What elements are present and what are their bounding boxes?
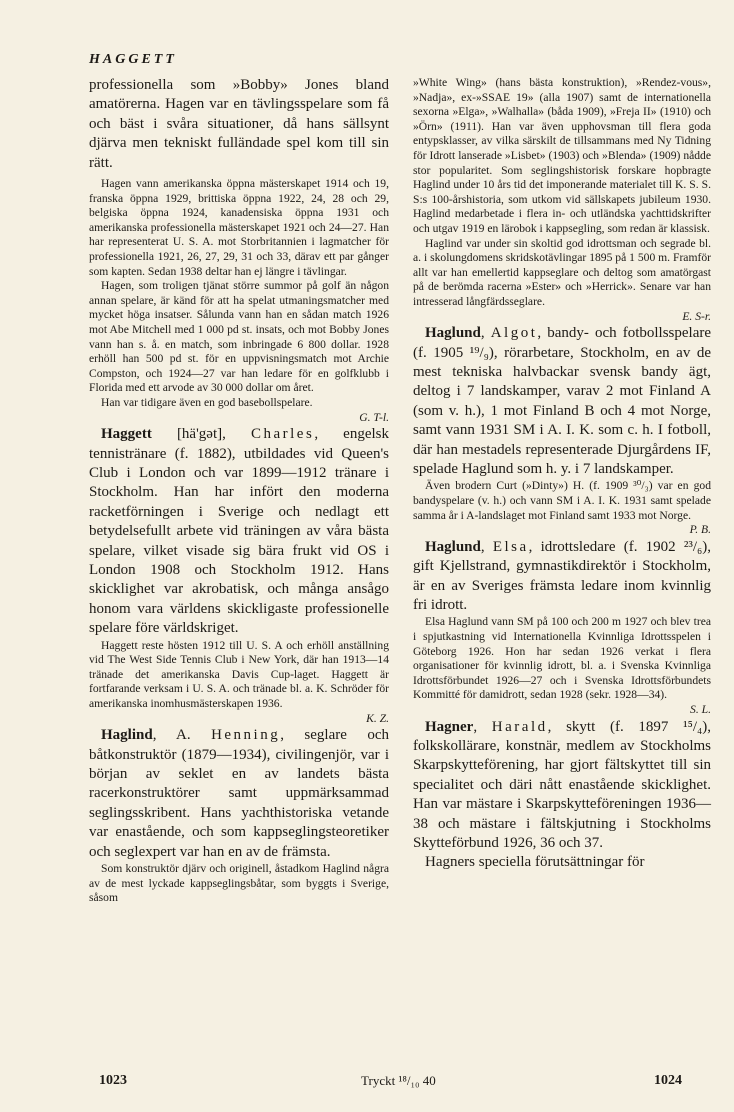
entry-haglund-algot: Haglund, Algot, bandy- och fotbollsspelare (f. 1905 ¹⁹/₉), rörarbetare, Stockholm, en av de mest tekniska halvbackar svensk bandy ägt, deltog i 7 landskamper, varav 2 mot Finland A (som v. h.), 1 mot Finland B och 4 mot Norge, samt vann 1931 SM i A. I. K. som c. h. I fotboll, där han mestadels representerade Djurgårdens IF, spelade Haglund som h. y. i 7 landskamper. xyxy=(413,325,712,477)
entry-haglund-elsa: Haglund, Elsa, idrottsledare (f. 1902 ²³/₆), gift Kjellstrand, gymnastikdirektör i Stockholm, är en av Sveriges främsta ledare inom kvinnlig fri idrott. xyxy=(413,538,711,613)
entry-given-name: Harald xyxy=(491,718,548,735)
entry-headword: Haglund xyxy=(425,538,481,555)
entry-headword: Haglund xyxy=(425,325,481,342)
entry-headword: Hagner xyxy=(425,718,474,735)
author-signature: P. B. xyxy=(689,523,711,537)
author-signature: S. L. xyxy=(690,702,711,716)
entry-text: , skytt (f. 1897 ¹⁵/₄), folkskollärare, konstnär, medlem av Stockholms Skarpskytteförening, har gjort fältskyttet till sin specialitet och däri nått enastående skicklighet. Han var mästare i Skarpskytteföreningen 1936—38 och mästare i fältskjutning i Stockholms Skytteförbund 1926, 36 och 37. xyxy=(413,718,712,851)
paragraph: Haglind var under sin skoltid god idrottsman och segrade bl. a. i skolungdomens skridskotävlingar 1895 på 1 500 m. Framför allt var han emellertid kappseglare och deltog som amatörgast på de berömda racerna »Ester» och »Herrick». Senare var han intresserad långfärdsseglare. xyxy=(413,236,711,308)
left-column xyxy=(89,76,389,906)
entry-text: , seglare och båtkonstruktör (1879—1934), civilingenjör, var i början av seklet en av landets bästa racerkonstruktörer samt uppmärksammad seglingsskribent. Hans yachthistoriska vetande var enastående, och som kappseglingsteoretiker och seglexpert var han en av de främsta. xyxy=(89,727,389,860)
author-signature: G. T-l. xyxy=(359,410,389,424)
author-signature: K. Z. xyxy=(366,711,389,725)
entry-haggett xyxy=(89,425,389,638)
entry-headword: Haglind xyxy=(101,727,153,744)
paragraph: Hagen, som troligen tjänat större summor på golf än någon annan spelare, är känd för att ha spelat utmaningsmatcher med mycket höga insatser. Sålunda vann han en sådan match 1926 mot Abe Mitchell med 1 000 pd st. insats, och mot Bobby Jones vann han s. å. en match, som inbringade 6 800 dollar. 1928 erhöll han 500 pd st. för en uppvisningsmatch mot Archie Compston, och 1924—27 var han ledare för en golfklubb i Florida med ett arvode av 30 000 dollar om året. xyxy=(89,279,389,395)
entry-prefix: , A. xyxy=(152,727,212,744)
paragraph: Hagen vann amerikanska öppna mästerskapet 1914 och 19, franska öppna 1929, brittiska öppna 1922, 24, 28 och 29, belgiska öppna 1924, kanadensiska öppna 1931 och amerikanska professionella mästerskapet 1921 och 24—27. Han har representerat U. S. A. mot Storbritannien i lagmatcher för professionella 1921, 26, 27, 29, 31 och 33, därav ett par gånger som kapten. Sedan 1938 deltar han ej längre i tävlingar. xyxy=(89,177,389,278)
paragraph: Elsa Haglund vann SM på 100 och 200 m 1927 och blev trea i spjutkastning vid Internationella Kvinnliga Idrottsspelen i Göteborg 1926. Hon har sedan 1926 verkat i flera organisationer för kvinnlig idrott, bl. a. i Svenska Kvinnliga Idrottsförbundet 1926—27 och i Svenska Idrottsförbundets Kommitté för damidrott, sedan 1928 (sekr. 1928—34). xyxy=(413,615,711,702)
paragraph: Hagners speciella förutsättningar för xyxy=(425,854,645,871)
paragraph: Han var tidigare även en god basebollspelare. xyxy=(101,395,313,409)
running-head: HAGGETT xyxy=(89,52,177,67)
entry-text: , bandy- och fotbollsspelare (f. 1905 ¹⁹/₉), rörarbetare, Stockholm, en av de mest tekniska halvbackar svensk bandy ägt, deltog i 7 landskamper, varav 2 mot Finland A (som v. h.), 1 mot Finland B och 4 mot Norge, samt vann 1931 SM i A. I. K. som c. h. I fotboll, där han mestadels representerade Djurgårdens IF, spelade Haglund som h. y. i 7 landskamper. xyxy=(413,325,712,477)
paragraph: professionella som »Bobby» Jones bland amatörerna. Hagen var en tävlingsspelare som få och bäst i svåra situationer, då hans sällsynt djärva men tekniskt fulländade spel kom till sin rätt. xyxy=(89,77,389,171)
entry-text: , engelsk tennistränare (f. 1882), utbildades vid Queen's Club i London och var 1899—1912 tränare i Stockholm. Han har infört den moderna racketförningen i Sverige och nedlagt ett betydelsefullt arbete vid träningen av våra bästa spelare, vilket visade sig bära frukt vid OS i London 1908 och Stockholm 1912. Hans skicklighet var akrobatisk, och många ansågo honom vara världens skickligaste professionelle spelare före världskriget. xyxy=(89,426,389,637)
entry-given-name: Algot xyxy=(490,325,538,342)
paragraph: Även brodern Curt (»Dinty») H. (f. 1909 ³⁰/₃) var en god bandyspelare (v. h.) och vann SM i A. I. K. 1931 samt spelade samma år i A-landslaget mot Finland samt 1933 mot Norge. xyxy=(413,479,711,522)
page-number-right: 1024 xyxy=(654,1073,682,1088)
pronunciation: [hä'gət], xyxy=(151,426,251,443)
paragraph: Som konstruktör djärv och originell, åstadkom Haglind några av de mest lyckade kappseglingsbåtar, som byggts i Sverige, såsom xyxy=(89,862,389,905)
page-number-left: 1023 xyxy=(99,1073,127,1088)
paragraph: »White Wing» (hans bästa konstruktion), »Rendez-vous», »Nadja», ex-»SSAE 19» (alla 1907) samt de internationella sexorna »Elga», »Walhalla» (båda 1909), »Freja II» (1910) och »Örn» (1911). Han var även upphovsman till flera goda entypsklasser, av vilka särskilt de tillsammans med Ny Tidning för Idrott lanserade »Lisbet» (1903) och »Blenda» (1909) nådde stor popularitet. Som seglingshistorisk forskare hopbragte Haglind under 10 års tid det imponerande materialet till K. S. S. S:s 100-årshistoria, som utkom vid sällskapets jubileum 1930. Haglind medarbetade i flera in- och utländska yachttidskrifter och utgav 1919 en lärobok i kappsegling, som redan är klassisk. xyxy=(413,76,711,235)
print-mark: Tryckt ¹⁸/₁₀ 40 xyxy=(361,1073,436,1088)
entry-haglind xyxy=(89,726,389,862)
paragraph: Haggett reste hösten 1912 till U. S. A och erhöll anställning vid The West Side Tennis Club i New York, där han 1913—14 tränade det amerikanska Davis Cup-laget. Haggett är fortfarande verksam i U. S. A. och tränade bl. a. K. Schröder för amerikanska inomhusmästerskapen 1936. xyxy=(89,638,389,710)
entry-headword: Haggett xyxy=(101,426,152,443)
entry-hagner: Hagner, Harald, skytt (f. 1897 ¹⁵/₄), folkskollärare, konstnär, medlem av Stockholms Skarpskytteförening, har gjort fältskyttet till sin specialitet och däri nått enastående skicklighet. Han var mästare i Skarpskytteföreningen 1936—38 och mästare i fältskjutning i Stockholms Skytteförbund 1926, 36 och 37. xyxy=(413,718,712,851)
entry-given-name: Charles xyxy=(250,426,315,443)
entry-text: , idrottsledare (f. 1902 ²³/₆), gift Kjellstrand, gymnastikdirektör i Stockholm, är en av Sveriges främsta ledare inom kvinnlig fri idrott. xyxy=(413,538,711,613)
right-column xyxy=(413,76,711,873)
author-signature: E. S-r. xyxy=(682,309,711,323)
entry-given-name: Elsa xyxy=(492,538,529,555)
entry-given-name: Henning xyxy=(211,727,281,744)
